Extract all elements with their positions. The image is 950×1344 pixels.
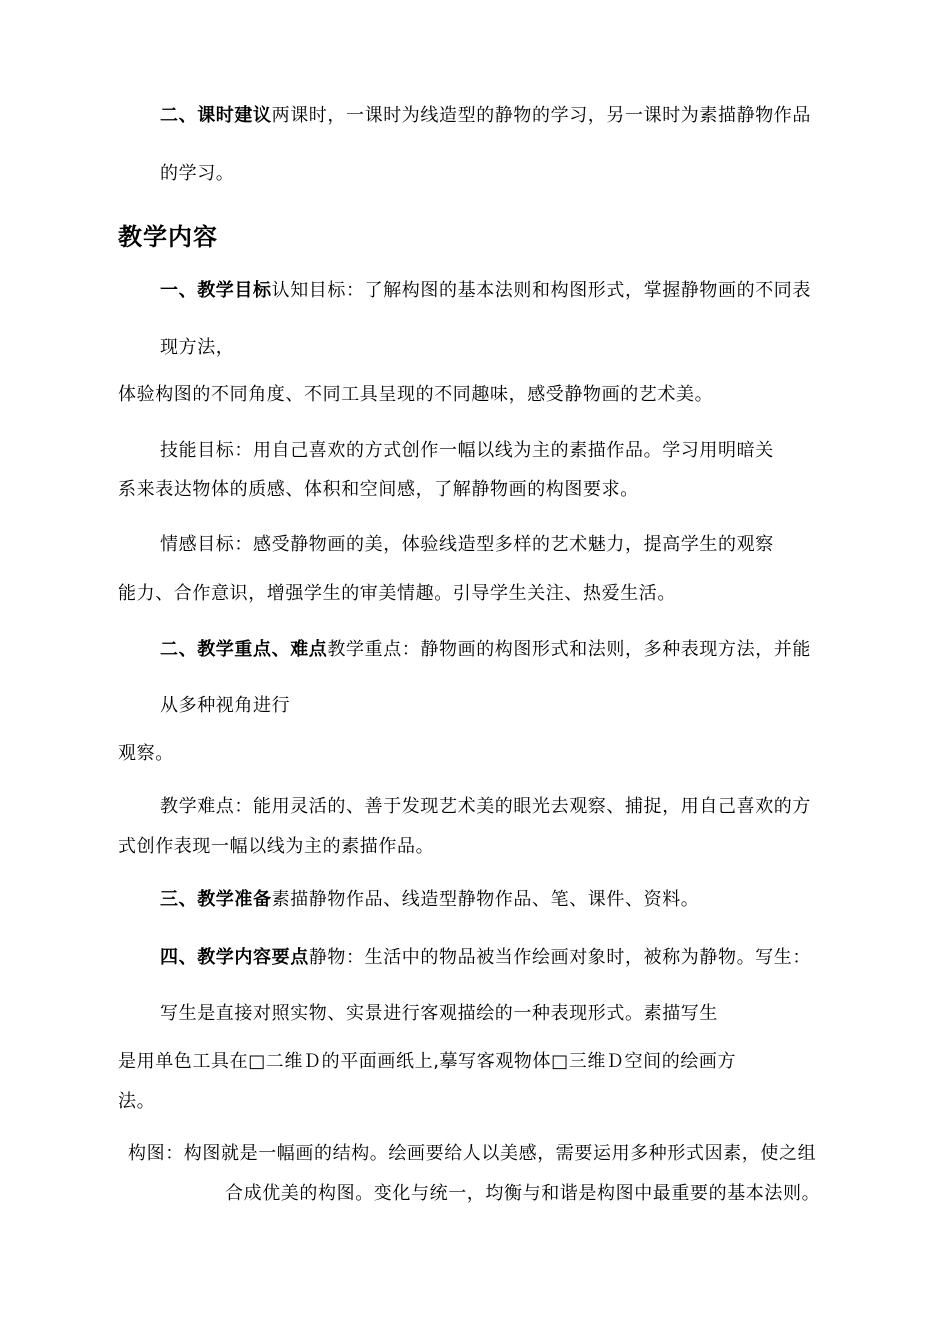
paragraph-emotion-goals: 情感目标：感受静物画的美，体验线造型多样的艺术魅力，提高学生的观察: [160, 534, 774, 555]
paragraph-line: 能力、合作意识，增强学生的审美情趣。引导学生关注、热爱生活。: [118, 583, 676, 604]
paragraph-text: 素描静物作品、线造型静物作品、笔、课件、资料。: [271, 889, 700, 910]
paragraph-line: 系来表达物体的质感、体积和空间感，了解静物画的构图要求。: [118, 479, 639, 500]
paragraph-line: 的学习。: [160, 163, 235, 184]
paragraph-text: 静物：生活中的物品被当作绘画对象时，被称为静物。写生：: [308, 947, 812, 968]
paragraph-line: 合成优美的构图。变化与统一，均衡与和谐是构图中最重要的基本法则。: [225, 1183, 821, 1204]
paragraph-text: 两课时，一课时为线造型的静物的学习，另一课时为素描静物作品: [271, 105, 812, 126]
paragraph-text: 认知目标：了解构图的基本法则和构图形式，掌握静物画的不同表: [271, 280, 812, 301]
paragraph-composition: 构图：构图就是一幅画的结构。绘画要给人以美感，需要运用多种形式因素，使之组: [128, 1143, 817, 1164]
paragraph-line: 观察。: [118, 743, 174, 764]
paragraph-line: 式创作表现一幅以线为主的素描作品。: [118, 836, 435, 857]
section-label: 一、教学目标: [160, 280, 272, 301]
section-heading: 教学内容: [118, 223, 218, 251]
paragraph-key-points: [160, 638, 811, 662]
paragraph-skill-goals: 技能目标：用自己喜欢的方式创作一幅以线为主的素描作品。学习用明暗关: [160, 440, 774, 461]
section-label: 二、教学重点、难点: [160, 639, 328, 660]
paragraph-difficulty: 教学难点：能用灵活的、善于发现艺术美的眼光去观察、捕捉，用自己喜欢的方: [160, 796, 811, 817]
paragraph-lesson-hours: [160, 104, 811, 128]
paragraph-line: 体验构图的不同角度、不同工具呈现的不同趣味，感受静物画的艺术美。: [118, 384, 714, 405]
section-label: 二、课时建议: [160, 105, 272, 126]
paragraph-line: 法。: [118, 1091, 156, 1112]
paragraph-line: 现方法，: [160, 337, 235, 358]
section-label: 四、教学内容要点: [160, 947, 309, 968]
section-label: 三、教学准备: [160, 889, 272, 910]
paragraph-preparation: [160, 888, 699, 912]
paragraph-sketching: 写生是直接对照实物、实景进行客观描绘的一种表现形式。素描写生: [160, 1003, 718, 1024]
paragraph-text: 教学重点：静物画的构图形式和法则，多种表现方法，并能: [327, 639, 812, 660]
paragraph-line: 从多种视角进行: [160, 695, 291, 716]
paragraph-teaching-goals: [160, 279, 811, 303]
paragraph-content-points: [160, 946, 811, 970]
paragraph-line: 是用单色工具在□二维Ｄ的平面画纸上,摹写客观物体□三维Ｄ空间的绘画方: [118, 1051, 737, 1072]
